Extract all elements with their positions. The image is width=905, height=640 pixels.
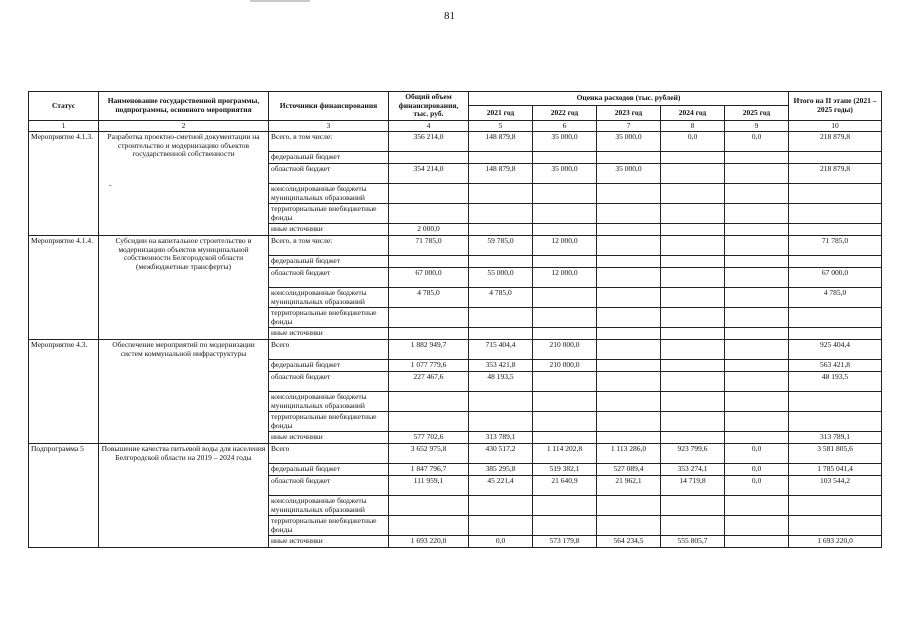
amount-cell: 218 879,8 [789,132,882,152]
amount-cell: 14 719,8 [661,476,725,496]
amount-cell [725,268,789,288]
header-stage-total: Итого на II этапе (2021 – 2025 годы) [789,92,882,121]
amount-cell: 0,0 [725,132,789,152]
amount-cell [597,412,661,432]
amount-cell [533,204,597,224]
amount-cell [661,432,725,444]
table-row [29,340,882,360]
amount-cell [533,184,597,204]
amount-cell: 925 404,4 [789,340,882,360]
amount-cell [789,328,882,340]
status-cell: Подпрограмма 5 [29,444,99,548]
column-number: 7 [597,120,661,132]
column-number: 8 [661,120,725,132]
amount-cell [389,516,469,536]
amount-cell: 0,0 [725,444,789,464]
amount-cell [533,288,597,308]
funding-source: иные источники [269,224,389,236]
amount-cell: 313 789,1 [469,432,533,444]
amount-cell: 4 785,0 [469,288,533,308]
amount-cell [789,224,882,236]
funding-source: консолидированные бюджеты муниципальных образований [269,392,389,412]
amount-cell [661,268,725,288]
funding-source: федеральный бюджет [269,360,389,372]
amount-cell: 3 581 805,6 [789,444,882,464]
program-name-cell [99,340,269,444]
amount-cell [725,224,789,236]
amount-cell: 21 640,9 [533,476,597,496]
amount-cell [533,308,597,328]
amount-cell [597,360,661,372]
amount-cell [389,204,469,224]
funding-source: федеральный бюджет [269,152,389,164]
amount-cell: 564 234,5 [597,536,661,548]
amount-cell [389,256,469,268]
amount-cell: 353 421,8 [469,360,533,372]
amount-cell [725,392,789,412]
funding-source: областной бюджет [269,164,389,184]
amount-cell [661,328,725,340]
amount-cell [597,372,661,392]
amount-cell [789,392,882,412]
amount-cell: 148 879,8 [469,132,533,152]
amount-cell [533,152,597,164]
funding-source: территориальные внебюджетные фонды [269,412,389,432]
header-status: Статус [29,92,99,121]
header-year: 2022 год [533,106,597,120]
page-number: 81 [444,10,455,22]
amount-cell: 555 805,7 [661,536,725,548]
amount-cell: 2 000,0 [389,224,469,236]
header-year: 2023 год [597,106,661,120]
amount-cell [469,412,533,432]
amount-cell: 48 193,5 [789,372,882,392]
column-number: 10 [789,120,882,132]
funding-source: иные источники [269,536,389,548]
amount-cell [661,236,725,256]
funding-source: территориальные внебюджетные фонды [269,516,389,536]
amount-cell [725,256,789,268]
amount-cell [389,328,469,340]
amount-cell [725,236,789,256]
column-number: 3 [269,120,389,132]
funding-source: консолидированные бюджеты муниципальных образований [269,184,389,204]
amount-cell [789,184,882,204]
amount-cell [597,152,661,164]
amount-cell: 45 221,4 [469,476,533,496]
amount-cell [725,516,789,536]
amount-cell: 1 785 041,4 [789,464,882,476]
table-row [29,444,882,464]
amount-cell: 3 652 975,8 [389,444,469,464]
funding-source: территориальные внебюджетные фонды [269,204,389,224]
column-number: 6 [533,120,597,132]
program-name: Повышение качества питьевой воды для населения Белгородской области на 2019 – 2024 годы [101,444,266,462]
budget-table [28,91,882,548]
funding-source: иные источники [269,328,389,340]
amount-cell [725,308,789,328]
amount-cell [789,412,882,432]
column-number: 1 [29,120,99,132]
program-name-cell [99,132,269,236]
status-cell: Мероприятие 4.3. [29,340,99,444]
amount-cell: 71 785,0 [789,236,882,256]
amount-cell: 519 382,1 [533,464,597,476]
scan-artifact [250,0,310,2]
amount-cell [725,432,789,444]
program-name-cell [99,444,269,548]
amount-cell [725,412,789,432]
amount-cell [389,308,469,328]
amount-cell: 577 702,6 [389,432,469,444]
amount-cell [725,204,789,224]
amount-cell: 12 000,0 [533,236,597,256]
budget-body [29,132,882,548]
amount-cell [389,496,469,516]
table-row [29,236,882,256]
amount-cell [789,516,882,536]
amount-cell: 148 879,8 [469,164,533,184]
amount-cell [789,496,882,516]
program-name: Субсидии на капитальное строительство и модернизацию объектов муниципальной собственности Белгородской области (межбюджетные трансферты) [115,236,252,271]
amount-cell: 227 467,6 [389,372,469,392]
amount-cell: 1 693 220,0 [789,536,882,548]
amount-cell [725,288,789,308]
amount-cell: 1 114 202,8 [533,444,597,464]
amount-cell: 385 295,8 [469,464,533,476]
amount-cell: 103 544,2 [789,476,882,496]
amount-cell [661,164,725,184]
amount-cell [597,268,661,288]
amount-cell: 4 785,0 [389,288,469,308]
amount-cell: 356 214,0 [389,132,469,152]
amount-cell [533,516,597,536]
amount-cell [789,204,882,224]
amount-cell: 71 785,0 [389,236,469,256]
amount-cell [661,496,725,516]
amount-cell [533,256,597,268]
amount-cell [597,288,661,308]
header-sources: Источники финансирования [269,92,389,121]
amount-cell [469,256,533,268]
amount-cell [661,412,725,432]
amount-cell [597,256,661,268]
amount-cell [389,152,469,164]
funding-source: Всего, в том числе: [269,132,389,152]
amount-cell [469,204,533,224]
funding-source: областной бюджет [269,268,389,288]
amount-cell: 0,0 [661,132,725,152]
amount-cell [533,432,597,444]
program-name-cell [99,236,269,340]
amount-cell [597,392,661,412]
amount-cell [661,392,725,412]
amount-cell [725,184,789,204]
header-year: 2021 год [469,106,533,120]
amount-cell [789,152,882,164]
amount-cell [597,308,661,328]
amount-cell [661,516,725,536]
amount-cell [389,412,469,432]
amount-cell [661,224,725,236]
amount-cell [469,308,533,328]
amount-cell: 35 000,0 [597,132,661,152]
amount-cell: 48 193,5 [469,372,533,392]
amount-cell [661,372,725,392]
amount-cell: 0,0 [725,464,789,476]
amount-cell [661,184,725,204]
status-cell: Мероприятие 4.1.3. [29,132,99,236]
column-number: 5 [469,120,533,132]
funding-source: территориальные внебюджетные фонды [269,308,389,328]
amount-cell [533,496,597,516]
amount-cell [597,432,661,444]
amount-cell: 313 789,1 [789,432,882,444]
funding-source: консолидированные бюджеты муниципальных образований [269,288,389,308]
amount-cell [661,288,725,308]
status-cell: Мероприятие 4.1.4. [29,236,99,340]
column-number: 9 [725,120,789,132]
amount-cell: 1 077 779,6 [389,360,469,372]
amount-cell [597,328,661,340]
amount-cell [725,360,789,372]
amount-cell [725,152,789,164]
amount-cell: 527 089,4 [597,464,661,476]
amount-cell [661,308,725,328]
funding-source: федеральный бюджет [269,464,389,476]
funding-source: федеральный бюджет [269,256,389,268]
amount-cell [469,184,533,204]
amount-cell [469,392,533,412]
amount-cell [597,184,661,204]
column-number: 4 [389,120,469,132]
amount-cell: 111 959,1 [389,476,469,496]
amount-cell: 715 404,4 [469,340,533,360]
amount-cell [533,412,597,432]
amount-cell: 35 000,0 [597,164,661,184]
amount-cell [725,536,789,548]
funding-source: Всего [269,340,389,360]
amount-cell [725,328,789,340]
amount-cell [789,308,882,328]
amount-cell [597,516,661,536]
amount-cell [469,328,533,340]
amount-cell: 55 000,0 [469,268,533,288]
amount-cell [597,204,661,224]
amount-cell: 218 879,8 [789,164,882,184]
amount-cell [661,256,725,268]
amount-cell [661,340,725,360]
amount-cell: 354 214,0 [389,164,469,184]
amount-cell [661,152,725,164]
program-name: Разработка проектно-сметной документации на строительство и модернизацию объектов государственной собственности [107,132,260,158]
amount-cell [725,372,789,392]
amount-cell: 67 000,0 [389,268,469,288]
amount-cell: 573 179,8 [533,536,597,548]
header-year: 2024 год [661,106,725,120]
amount-cell: 563 421,8 [789,360,882,372]
funding-source: Всего [269,444,389,464]
column-number-row [29,120,882,132]
amount-cell [597,340,661,360]
amount-cell [533,224,597,236]
column-number: 2 [99,120,269,132]
amount-cell [533,328,597,340]
amount-cell [789,256,882,268]
amount-cell [725,340,789,360]
amount-cell: 1 847 796,7 [389,464,469,476]
funding-source: областной бюджет [269,372,389,392]
amount-cell [533,392,597,412]
amount-cell [389,392,469,412]
table-row [29,132,882,152]
amount-cell [597,224,661,236]
amount-cell [469,152,533,164]
funding-source: областной бюджет [269,476,389,496]
dash-mark: - [109,179,112,189]
header-total: Общий объем финансирования, тыс. руб. [389,92,469,121]
amount-cell: 21 962,1 [597,476,661,496]
amount-cell: 923 799,6 [661,444,725,464]
amount-cell [661,360,725,372]
amount-cell [469,224,533,236]
amount-cell: 35 000,0 [533,132,597,152]
amount-cell: 1 693 220,0 [389,536,469,548]
amount-cell: 35 000,0 [533,164,597,184]
amount-cell [389,184,469,204]
amount-cell: 4 785,0 [789,288,882,308]
amount-cell [661,204,725,224]
amount-cell: 210 000,0 [533,360,597,372]
amount-cell: 0,0 [469,536,533,548]
funding-source: Всего, в том числе: [269,236,389,256]
amount-cell [597,496,661,516]
amount-cell: 353 274,1 [661,464,725,476]
amount-cell: 12 000,0 [533,268,597,288]
amount-cell: 67 000,0 [789,268,882,288]
amount-cell [725,164,789,184]
amount-cell: 0,0 [725,476,789,496]
amount-cell [469,496,533,516]
amount-cell [597,236,661,256]
amount-cell: 1 882 949,7 [389,340,469,360]
header-row [29,92,882,106]
header-name: Наименование государственной программы, подпрограммы, основного мероприятия [99,92,269,121]
program-name: Обеспечение мероприятий по модернизации систем коммунальной инфраструктуры [112,340,255,358]
amount-cell: 210 000,0 [533,340,597,360]
amount-cell [533,372,597,392]
header-estimate: Оценка расходов (тыс. рублей) [469,92,789,106]
amount-cell [725,496,789,516]
amount-cell: 430 517,2 [469,444,533,464]
header-year: 2025 год [725,106,789,120]
amount-cell: 59 785,0 [469,236,533,256]
funding-source: консолидированные бюджеты муниципальных образований [269,496,389,516]
amount-cell [469,516,533,536]
amount-cell: 1 113 286,0 [597,444,661,464]
funding-source: иные источники [269,432,389,444]
